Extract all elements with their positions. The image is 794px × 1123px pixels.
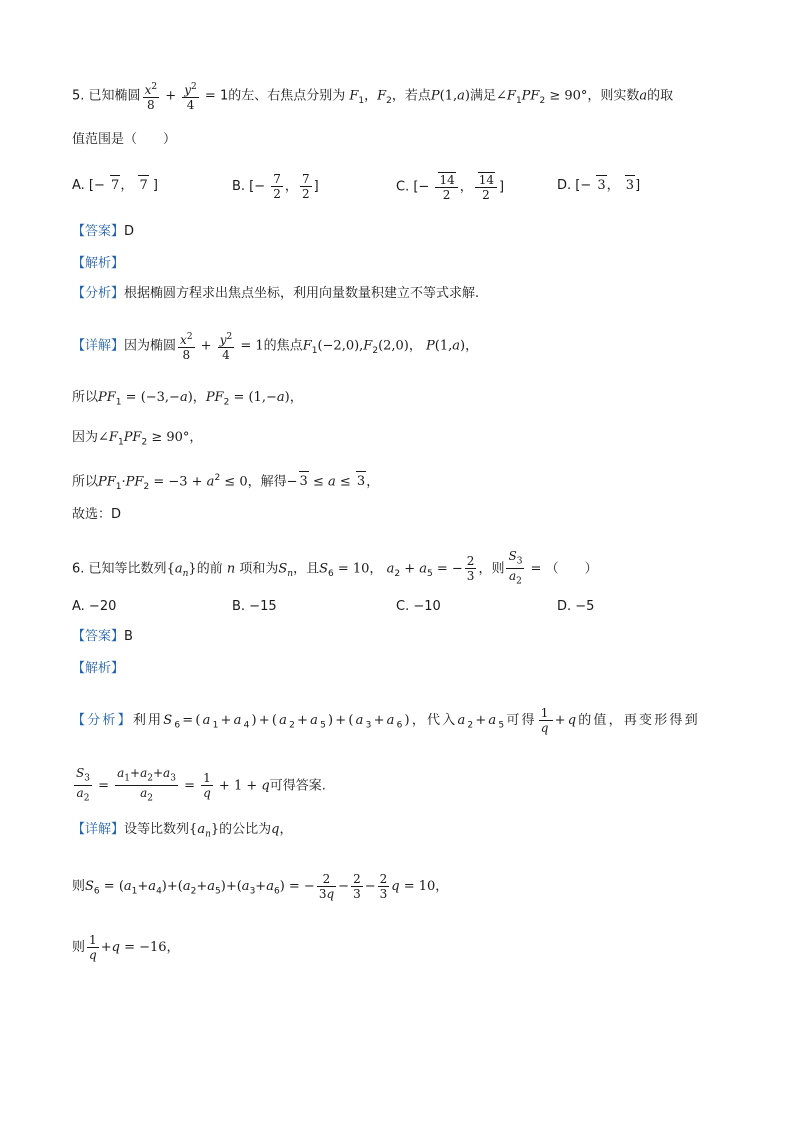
q5-fenxi-text: 根据椭圆方程求出焦点坐标，利用向量数量积建立不等式求解. bbox=[124, 286, 480, 301]
q6-number: 6. bbox=[72, 561, 85, 577]
q5-option-a: A. [− 7， 7 ] bbox=[72, 175, 158, 196]
q6-detail-line1: 【详解】设等比数列$\{a_n\}$的公比为q， bbox=[72, 822, 293, 840]
q5-stem-line2: 值范围是（ ） bbox=[72, 132, 177, 147]
q6-fenxi-text-d: 的值，再变形得到 bbox=[578, 713, 700, 728]
q6-detail-label: 【详解】 bbox=[72, 822, 125, 837]
q6-analysis-label: 【解析】 bbox=[72, 661, 125, 676]
q5-conclusion: 故选：D bbox=[72, 507, 122, 522]
q5-detail-text-2: 所以 bbox=[72, 390, 99, 405]
q5-answer-value: D bbox=[124, 224, 135, 239]
q5-detail-line1: 【详解】因为椭圆 $\frac{x^2}{8}$ + $\frac{y^2}{4}$ = 1的焦点$F_1(-2,0),F_2(2,0)$， P(1,a)， bbox=[72, 332, 479, 362]
q5-stem-text-b: 1的左、右焦点分别为 bbox=[219, 88, 346, 104]
q6-option-a: A. −20 bbox=[72, 599, 117, 614]
q5-detail-text-4a: 所以 bbox=[72, 474, 99, 490]
q6-answer-label: 【答案】 bbox=[72, 629, 125, 644]
q6-option-d: D. −5 bbox=[557, 599, 595, 614]
q5-stem-line1: 5. 已知椭圆 $\frac{x^2}{8}$ + $\frac{y^2}{4}$ = 1的左、右焦点分别为 $F_1$，$F_2$，若点P(1,a)满足$\angle F_1PF_2 \ge 90^\circ$，则实数a的取 bbox=[72, 82, 674, 112]
ellipse-frac-y: $\frac{y^2}{4}$ bbox=[184, 82, 197, 112]
q5-answer-label: 【答案】 bbox=[72, 224, 125, 239]
q5-fenxi bbox=[72, 284, 479, 304]
q6-fenxi-text-e: 可得答案. bbox=[269, 778, 326, 794]
q6-fenxi-line1: 【分析】利用$S_6=(a_1+a_4)+(a_2+a_5)+(a_3+a_6)$，代入$a_2+a_5$可得 $\frac{1}{q}$ +q的值，再变形得到 bbox=[72, 706, 700, 735]
q5-analysis-label: 【解析】 bbox=[72, 256, 125, 271]
q5-detail-line3: 因为$\angle F_1PF_2 \ge 90^\circ$， bbox=[72, 430, 203, 448]
q6-detail-text-2: 则 bbox=[72, 879, 86, 894]
q6-detail-line3: 则 $\frac{1}{q}$ +q = −16， bbox=[72, 933, 180, 962]
q5-option-c: C. [− $\frac{14}{2}$ ， $\frac{14}{2}$ ] bbox=[396, 173, 505, 202]
q6-answer bbox=[72, 627, 133, 647]
q6-detail-text-3: 则 bbox=[72, 940, 86, 955]
q6-stem-text-e: ，则 bbox=[478, 561, 505, 577]
q6-option-b: B. −15 bbox=[232, 599, 277, 614]
q5-detail-text-1a: 因为椭圆 bbox=[124, 338, 177, 354]
q5-answer bbox=[72, 222, 134, 242]
q5-detail-text-3: 因为 bbox=[72, 430, 99, 445]
q5-detail-text-4b: ，解得 bbox=[247, 474, 287, 490]
q6-detail-text-1b: 的公比为 bbox=[219, 822, 272, 837]
q6-option-c: C. −10 bbox=[396, 599, 441, 614]
q6-stem-text-a: 已知等比数列 bbox=[88, 561, 167, 577]
q6-detail-text-1a: 设等比数列 bbox=[124, 822, 190, 837]
q5-stem-text-f: 的取 bbox=[647, 88, 674, 104]
q6-fenxi-label: 【分析】 bbox=[72, 713, 133, 728]
q5-stem-text-d: 满足 bbox=[469, 88, 496, 104]
q5-option-b: B. [− $\frac{7}{2}$ ， $\frac{7}{2}$ ] bbox=[232, 172, 319, 201]
q6-fenxi-text-c: 可得 bbox=[506, 713, 537, 728]
q6-answer-value: B bbox=[124, 629, 133, 644]
q6-stem-text-d: ，且 bbox=[293, 561, 320, 577]
q5-option-d: D. [− 3， 3] bbox=[557, 175, 640, 196]
q5-stem-text-e: ，则实数 bbox=[587, 88, 640, 104]
q5-detail-line2: 所以$PF_1 = (-3,-a)$，$PF_2 = (1,-a)$， bbox=[72, 390, 303, 408]
q5-stem-text-c: ，若点 bbox=[391, 88, 431, 104]
q5-detail-text-1b: 的焦点 bbox=[263, 338, 303, 354]
q6-stem-text-c: 项和为 bbox=[239, 561, 279, 577]
q5-detail-line4: 所以$PF_1\cdot PF_2 = -3 + a^2 \le 0$，解得− 3 ≤ a ≤ 3， bbox=[72, 473, 380, 492]
q6-stem: 6. 已知等比数列$\{a_n\}$的前 n 项和为$S_n$，且$S_6 = 10$， $a_2 + a_5$ = − $\frac{2}{3}$ ，则 $\frac{S_3}{a_2}$ = （ ） bbox=[72, 549, 598, 587]
q6-stem-text-b: 的前 bbox=[196, 561, 223, 577]
q5-detail-label: 【详解】 bbox=[72, 338, 125, 354]
q5-stem-text: 已知椭圆 bbox=[88, 88, 141, 104]
ellipse-frac-x: $\frac{x^2}{8}$ bbox=[144, 82, 158, 112]
q6-fenxi-line2: $\frac{S_3}{a_2}$ = $\frac{a_1+a_2+a_3}{a_2}$ = $\frac{1}{q}$ + 1 + q可得答案. bbox=[76, 766, 326, 804]
q6-fenxi-text-a: 利用 bbox=[132, 713, 164, 728]
q5-fenxi-label: 【分析】 bbox=[72, 286, 125, 301]
q6-fenxi-text-b: ，代入 bbox=[411, 713, 458, 728]
q5-number: 5. bbox=[72, 88, 85, 104]
q6-stem-text-f: （ ） bbox=[545, 561, 598, 577]
q6-detail-line2: 则$S_6 = (a_1+a_4)+(a_2+a_5)+(a_3+a_6)$ = − $\frac{2}{3q}$ − $\frac{2}{3}$ − $\frac{2}{3}$ q = 10， bbox=[72, 872, 449, 901]
